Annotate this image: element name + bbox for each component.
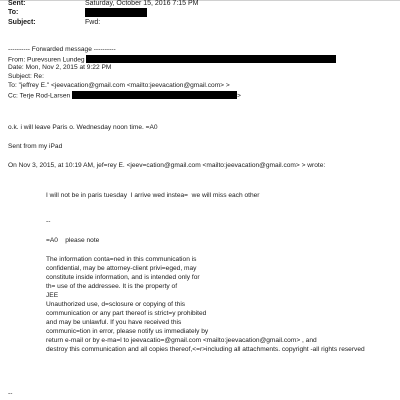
disclaimer-line: constitute inside information, and is intended only for: [46, 274, 200, 281]
sent-from-ipad: Sent from my iPad: [8, 143, 63, 150]
please-note: =A0 please note: [46, 237, 100, 244]
disclaimer-line: destroy this communication and all copies thereof,<=r>including all attachments. copyright -all rights reserved: [46, 346, 365, 353]
disclaimer-line: communication or any part thereof is strict=y prohibited: [46, 310, 207, 317]
reply-line: o.k. i will leave Paris o. Wednesday noon time. =A0: [8, 124, 158, 131]
disclaimer-line: th= use of the addressee. It is the property of: [46, 283, 178, 290]
subject-value: Fwd:: [85, 19, 101, 26]
sent-label: Sent:: [8, 0, 26, 7]
disclaimer-line: return e-mail or by e-ma=l to jeevacatio=@gmail.com <mailto:jeevacation@gmail.com> , and: [46, 337, 317, 344]
forwarded-cc: [8, 91, 241, 101]
quoted-line: I will not be in paris tuesday I arrive wed instea= we will miss each other: [46, 192, 260, 199]
to-redaction: [85, 8, 147, 17]
forwarded-marker: ---------- Forwarded message ----------: [8, 46, 116, 53]
subject-label: Subject:: [8, 19, 36, 26]
forwarded-subject: Subject: Re:: [8, 73, 44, 80]
quote-intro: On Nov 3, 2015, at 10:19 AM, jef=rey E. <jeev=cation@gmail.com <mailto:jeevacation@gmail.com> > wrote:: [8, 162, 326, 169]
forwarded-cc-suffix: >: [237, 92, 241, 100]
from-redaction: [86, 55, 336, 63]
sent-value: Saturday, October 15, 2016 7:15 PM: [85, 0, 199, 7]
forwarded-from-text: From: Purevsuren Lundeg: [8, 56, 87, 64]
disclaimer-line: JEE: [46, 292, 59, 299]
page-top-rule: [0, 0, 400, 1]
footer-dashes: --: [8, 390, 13, 397]
forwarded-date: Date: Mon, Nov 2, 2015 at 9:22 PM: [8, 64, 112, 71]
to-label: To:: [8, 9, 19, 16]
forwarded-cc-text: Cc: Terje Rod-Larsen: [8, 92, 73, 100]
disclaimer-line: communic=tion in error, please notify us immediately by: [46, 328, 209, 335]
forwarded-to: To: "jeffrey E." <jeevacation@gmail.com <mailto:jeevacation@gmail.com> >: [8, 82, 230, 89]
quoted-dashes: --: [46, 218, 51, 225]
disclaimer-line: Unauthorized use, d=sclosure or copying of this: [46, 301, 186, 308]
disclaimer-line: The information conta=ned in this communication is: [46, 256, 197, 263]
disclaimer-line: and may be unlawful. If you have received this: [46, 319, 182, 326]
disclaimer-line: confidential, may be attorney-client privi=eged, may: [46, 265, 197, 272]
cc-redaction: [72, 91, 237, 99]
